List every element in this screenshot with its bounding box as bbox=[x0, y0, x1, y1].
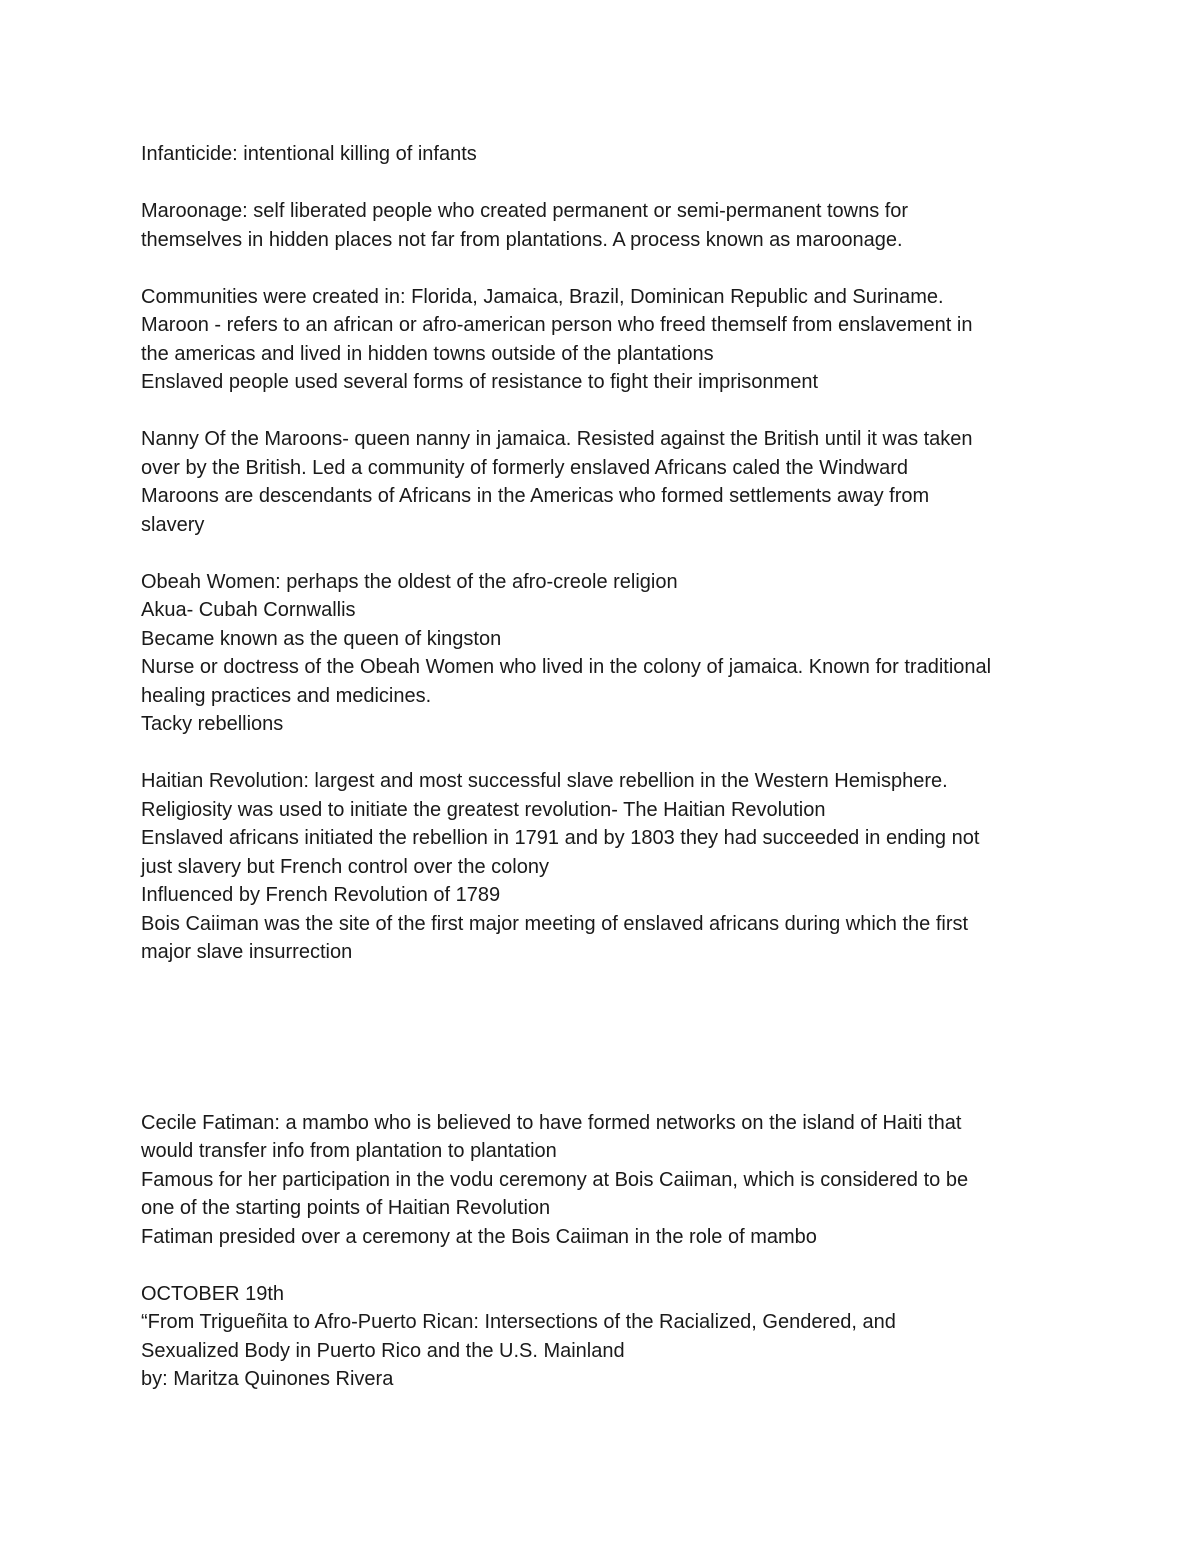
text-line: Maroon - refers to an african or afro-american person who freed themself from enslavement in bbox=[141, 314, 973, 336]
section-haitian-revolution bbox=[141, 767, 1081, 967]
text-line: Influenced by French Revolution of 1789 bbox=[141, 884, 501, 906]
text-line: Infanticide: intentional killing of infants bbox=[141, 143, 477, 165]
text-line: Obeah Women: perhaps the oldest of the afro-creole religion bbox=[141, 570, 678, 593]
paragraph-gap bbox=[141, 254, 1081, 283]
paragraph-gap-large bbox=[141, 967, 1081, 1109]
text-line: Haitian Revolution: largest and most successful slave rebellion in the Western Hemisphere. bbox=[141, 770, 948, 792]
text-line: Famous for her participation in the vodu ceremony at Bois Caiiman, which is considered to be bbox=[141, 1168, 969, 1191]
text-line: Religiosity was used to initiate the greatest revolution- The Haitian Revolution bbox=[141, 798, 826, 821]
text-line: Akua- Cubah Cornwallis bbox=[141, 599, 356, 621]
paragraph-gap bbox=[141, 739, 1081, 768]
section-infanticide bbox=[141, 140, 1081, 169]
text-line: major slave insurrection bbox=[141, 941, 353, 963]
text-line: Tacky rebellions bbox=[141, 713, 284, 735]
text-line: Bois Caiiman was the site of the first major meeting of enslaved africans during which the first bbox=[141, 912, 969, 935]
paragraph-gap bbox=[141, 1251, 1081, 1280]
text-line: Maroons are descendants of Africans in the Americas who formed settlements away from bbox=[141, 485, 930, 507]
text-line: Communities were created in: Florida, Jamaica, Brazil, Dominican Republic and Suriname. bbox=[141, 285, 944, 308]
text-line: just slavery but French control over the colony bbox=[141, 855, 549, 878]
document-body bbox=[141, 140, 1081, 1394]
text-line: OCTOBER 19th bbox=[141, 1282, 285, 1305]
text-line: “From Trigueñita to Afro-Puerto Rican: Intersections of the Racialized, Gendered, and bbox=[141, 1311, 896, 1333]
section-cecile-fatiman bbox=[141, 1109, 1081, 1252]
paragraph-gap bbox=[141, 397, 1081, 426]
section-maroonage bbox=[141, 197, 1081, 254]
text-line: Enslaved africans initiated the rebellion in 1791 and by 1803 they had succeeded in ending not bbox=[141, 827, 980, 849]
section-obeah bbox=[141, 568, 1081, 739]
text-line: Maroonage: self liberated people who created permanent or semi-permanent towns for bbox=[141, 200, 909, 222]
text-line: Nurse or doctress of the Obeah Women who lived in the colony of jamaica. Known for traditional bbox=[141, 656, 992, 678]
text-line: healing practices and medicines. bbox=[141, 684, 432, 707]
paragraph-gap bbox=[141, 539, 1081, 568]
text-line: Fatiman presided over a ceremony at the Bois Caiiman in the role of mambo bbox=[141, 1225, 817, 1248]
text-line: would transfer info from plantation to plantation bbox=[141, 1140, 557, 1162]
text-line: one of the starting points of Haitian Revolution bbox=[141, 1197, 551, 1219]
text-line: Sexualized Body in Puerto Rico and the U.S. Mainland bbox=[141, 1339, 625, 1362]
text-line: over by the British. Led a community of formerly enslaved Africans caled the Windward bbox=[141, 456, 909, 479]
paragraph-gap bbox=[141, 169, 1081, 198]
section-nanny bbox=[141, 425, 1081, 539]
section-communities bbox=[141, 283, 1081, 397]
text-line: Enslaved people used several forms of resistance to fight their imprisonment bbox=[141, 371, 819, 393]
text-line: Cecile Fatiman: a mambo who is believed to have formed networks on the island of Haiti that bbox=[141, 1111, 962, 1134]
text-line: by: Maritza Quinones Rivera bbox=[141, 1368, 394, 1390]
text-line: themselves in hidden places not far from plantations. A process known as maroonage. bbox=[141, 228, 903, 251]
text-line: the americas and lived in hidden towns outside of the plantations bbox=[141, 342, 714, 365]
text-line: Became known as the queen of kingston bbox=[141, 627, 502, 650]
text-line: slavery bbox=[141, 513, 205, 536]
section-october bbox=[141, 1280, 1081, 1394]
text-line: Nanny Of the Maroons- queen nanny in jamaica. Resisted against the British until it was taken bbox=[141, 428, 973, 450]
